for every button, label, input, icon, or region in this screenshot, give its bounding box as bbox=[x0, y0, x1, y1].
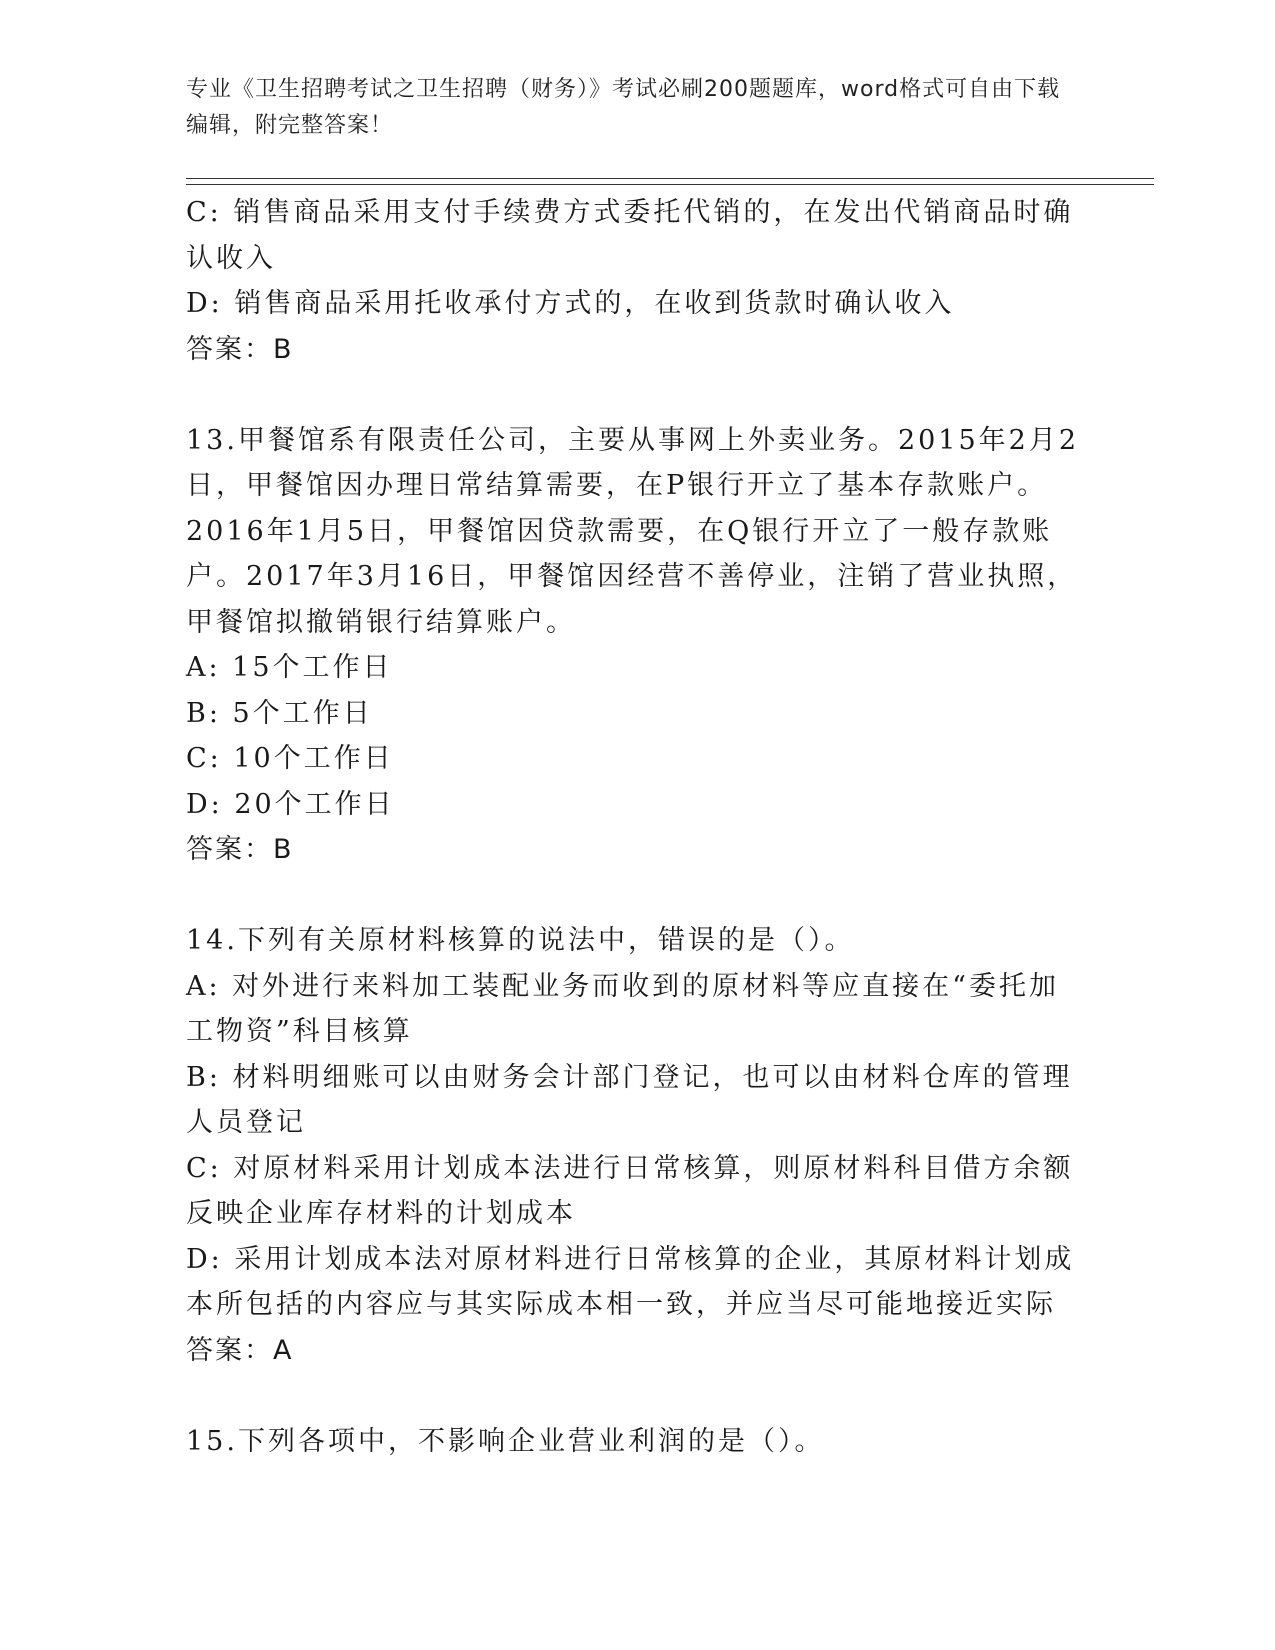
q14-option-b: B: 材料明细账可以由财务会计部门登记，也可以由材料仓库的管理人员登记 bbox=[186, 1061, 1073, 1138]
header-divider-bottom bbox=[186, 184, 1154, 185]
q13-option-b: B: 5个工作日 bbox=[186, 697, 373, 729]
q12-option-c: C: 销售商品采用支付手续费方式委托代销的，在发出代销商品时确认收入 bbox=[186, 197, 1074, 274]
header-divider-top bbox=[186, 178, 1154, 179]
header-text: 专业《卫生招聘考试之卫生招聘（财务）》考试必刷200题题库，word格式可自由下载编辑，附完整答案！ bbox=[186, 77, 1061, 138]
question-12-tail bbox=[186, 190, 1086, 372]
q14-option-d: D: 采用计划成本法对原材料进行日常核算的企业，其原材料计划成本所包括的内容应与其实际成本相一致，并应当尽可能地接近实际 bbox=[186, 1243, 1075, 1320]
spacer bbox=[186, 372, 1086, 418]
q13-option-c: C: 10个工作日 bbox=[186, 743, 394, 774]
question-13 bbox=[186, 418, 1086, 873]
spacer bbox=[186, 1373, 1086, 1419]
q15-stem: 15.下列各项中，不影响企业营业利润的是（）。 bbox=[186, 1425, 825, 1457]
q12-option-d: D: 销售商品采用托收承付方式的，在收到货款时确认收入 bbox=[186, 288, 955, 319]
question-15 bbox=[186, 1419, 1086, 1465]
q14-stem: 14.下列有关原材料核算的说法中，错误的是（）。 bbox=[186, 925, 855, 956]
q14-option-a: A: 对外进行来料加工装配业务而收到的原材料等应直接在“委托加工物资”科目核算 bbox=[186, 970, 1059, 1047]
spacer bbox=[186, 873, 1086, 919]
q14-answer: 答案：A bbox=[186, 1334, 294, 1366]
q14-option-c: C: 对原材料采用计划成本法进行日常核算，则原材料科目借方余额反映企业库存材料的计划成本 bbox=[186, 1152, 1074, 1229]
q13-answer: 答案：B bbox=[186, 834, 294, 865]
document-header bbox=[186, 72, 1066, 144]
q13-stem: 13.甲餐馆系有限责任公司，主要从事网上外卖业务。2015年2月2日，甲餐馆因办理日常结算需要，在P银行开立了基本存款账户。2016年1月5日，甲餐馆因贷款需要，在Q银行开立了一般存款账户。2017年3月16日，甲餐馆因经营不善停业，注销了营业执照，甲餐馆拟撤销银行结算账户。 bbox=[186, 424, 1080, 638]
q13-option-a: A: 15个工作日 bbox=[186, 652, 393, 683]
question-14 bbox=[186, 918, 1086, 1373]
q12-answer: 答案：B bbox=[186, 333, 294, 365]
q13-option-d: D: 20个工作日 bbox=[186, 788, 395, 820]
question-content bbox=[186, 190, 1086, 1464]
